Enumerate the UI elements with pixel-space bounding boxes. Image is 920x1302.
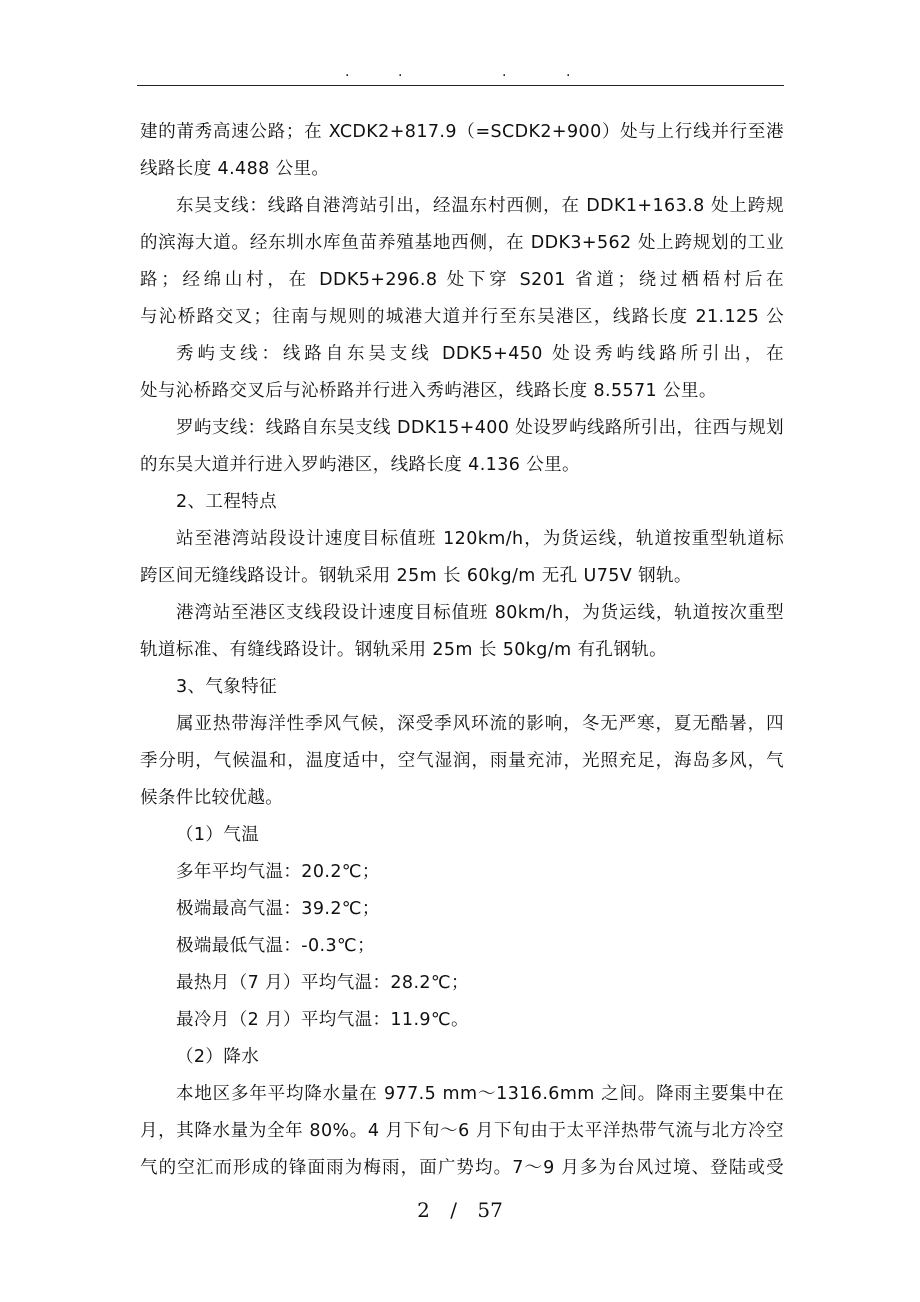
text-line: 最冷月（2 月）平均气温：11.9℃。 <box>176 1010 469 1030</box>
page-current: 2 <box>417 1198 430 1222</box>
text-line: 的滨海大道。经东圳水库鱼苗养殖基地西侧，在 DDK3+562 处上跨规划的工业 <box>140 233 784 253</box>
text-line: 极端最高气温：39.2℃； <box>176 899 380 919</box>
text-line: 与沁桥路交叉；往南与规则的城港大道并行至东吴港区，线路长度 21.125 公 <box>140 307 784 327</box>
text-line: 的东吴大道并行进入罗屿港区，线路长度 4.136 公里。 <box>140 455 580 475</box>
text-line: 站至港湾站段设计速度目标值班 120km/h，为货运线，轨道按重型轨道标 <box>176 529 784 549</box>
header-rule <box>137 85 784 86</box>
header-dot: . <box>345 64 350 80</box>
text-line: 季分明，气候温和，温度适中，空气湿润，雨量充沛，光照充足，海岛多风，气 <box>140 751 784 771</box>
page-separator: / <box>450 1198 458 1222</box>
page-header <box>140 62 785 82</box>
header-dot: . <box>502 64 507 80</box>
page-number <box>0 1196 920 1224</box>
body-text <box>140 114 784 1187</box>
subsection-heading: （2）降水 <box>176 1047 260 1067</box>
text-line: 极端最低气温：-0.3℃； <box>176 936 375 956</box>
text-line: 本地区多年平均降水量在 977.5 mm～1316.6mm 之间。降雨主要集中在 <box>176 1084 784 1104</box>
page-total: 57 <box>477 1198 503 1222</box>
header-dot: . <box>398 64 403 80</box>
text-line: 秀屿支线：线路自东吴支线 DDK5+450 处设秀屿线路所引出，在 <box>176 344 784 364</box>
text-line: 线路长度 4.488 公里。 <box>140 159 330 179</box>
text-line: 月，其降水量为全年 80%。4 月下旬～6 月下旬由于太平洋热带气流与北方冷空 <box>140 1121 784 1141</box>
text-line: 轨道标准、有缝线路设计。钢轨采用 25m 长 50kg/m 有孔钢轨。 <box>140 640 668 660</box>
section-heading: 2、工程特点 <box>176 492 278 512</box>
text-line: 路；经绵山村，在 DDK5+296.8 处下穿 S201 省道；绕过栖梧村后在 <box>140 270 784 290</box>
text-line: 多年平均气温：20.2℃； <box>176 862 380 882</box>
text-line: 气的空汇而形成的锋面雨为梅雨，面广势均。7～9 月多为台风过境、登陆或受 <box>140 1158 784 1178</box>
text-line: 罗屿支线：线路自东吴支线 DDK15+400 处设罗屿线路所引出，往西与规划 <box>176 418 784 438</box>
subsection-heading: （1）气温 <box>176 825 260 845</box>
text-line: 属亚热带海洋性季风气候，深受季风环流的影响，冬无严寒，夏无酷暑，四 <box>176 714 784 734</box>
text-line: 处与沁桥路交叉后与沁桥路并行进入秀屿港区，线路长度 8.5571 公里。 <box>140 381 717 401</box>
section-heading: 3、气象特征 <box>176 677 278 697</box>
text-line: 候条件比较优越。 <box>140 788 284 808</box>
header-dot: . <box>566 64 571 80</box>
text-line: 东吴支线：线路自港湾站引出，经温东村西侧，在 DDK1+163.8 处上跨规 <box>176 196 784 216</box>
text-line: 跨区间无缝线路设计。钢轨采用 25m 长 60kg/m 无孔 U75V 钢轨。 <box>140 566 692 586</box>
text-line: 港湾站至港区支线段设计速度目标值班 80km/h，为货运线，轨道按次重型 <box>176 603 784 623</box>
text-line: 最热月（7 月）平均气温：28.2℃； <box>176 973 469 993</box>
text-line: 建的莆秀高速公路；在 XCDK2+817.9（=SCDK2+900）处与上行线并行至港 <box>140 122 784 142</box>
